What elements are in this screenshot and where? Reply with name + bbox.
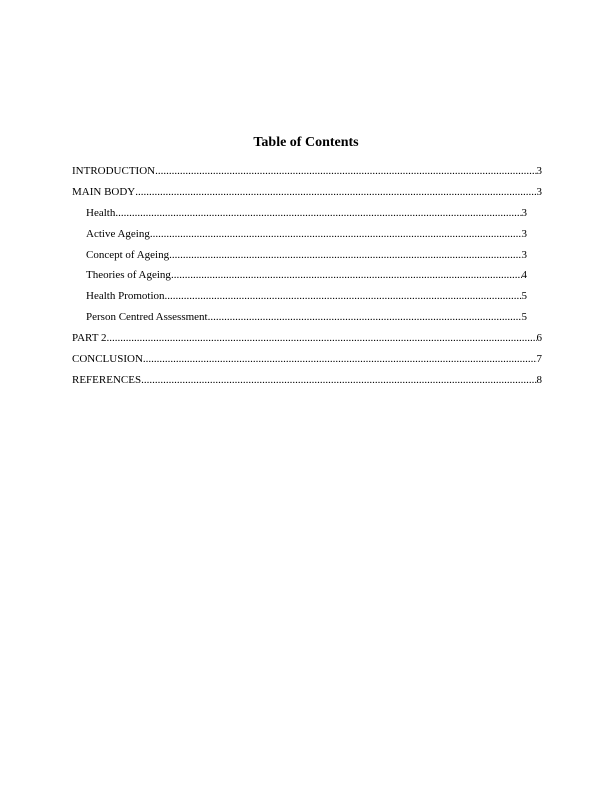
toc-leader-dots — [143, 353, 537, 366]
toc-entry-label: Concept of Ageing — [86, 248, 170, 261]
toc-entry-label: CONCLUSION — [72, 353, 143, 366]
toc-leader-dots — [141, 374, 536, 387]
toc-entry-page: 4 — [521, 269, 527, 282]
toc-entry-health-promotion[interactable] — [72, 290, 527, 311]
toc-leader-dots — [208, 311, 522, 324]
toc-entry-page: 7 — [536, 353, 542, 366]
toc-entry-page: 6 — [536, 332, 542, 345]
toc-leader-dots — [135, 186, 536, 199]
toc-entry-health[interactable] — [72, 207, 527, 228]
toc-entry-label: Theories of Ageing — [86, 269, 171, 282]
toc-entry-page: 3 — [536, 185, 542, 198]
toc-entry-conclusion[interactable] — [72, 353, 542, 374]
toc-entry-introduction[interactable] — [72, 165, 542, 186]
toc-leader-dots — [115, 207, 521, 220]
toc-entry-label: Person Centred Assessment — [86, 311, 208, 324]
toc-entry-label: PART 2 — [72, 332, 107, 345]
toc-entry-theories-of-ageing[interactable] — [72, 269, 527, 290]
toc-entry-concept-of-ageing[interactable] — [72, 249, 527, 270]
toc-entry-main-body[interactable] — [72, 186, 542, 207]
toc-entry-part-2[interactable] — [72, 332, 542, 353]
toc-entry-page: 3 — [521, 248, 527, 261]
toc-leader-dots — [150, 228, 522, 241]
toc-title: Table of Contents — [253, 135, 359, 150]
toc-entry-page: 3 — [521, 227, 527, 240]
toc-entry-active-ageing[interactable] — [72, 228, 527, 249]
toc-entry-page: 3 — [521, 206, 527, 219]
toc-entry-label: Health Promotion — [86, 290, 165, 303]
toc-entry-label: Health — [86, 206, 116, 219]
toc-entry-label: INTRODUCTION — [72, 165, 156, 177]
toc-leader-dots — [171, 269, 522, 282]
toc-entry-label: Active Ageing — [86, 227, 150, 240]
toc-leader-dots — [155, 165, 536, 178]
toc-leader-dots — [107, 332, 537, 345]
toc-entry-references[interactable] — [72, 374, 542, 395]
toc-entry-page: 3 — [536, 165, 542, 177]
toc-entry-page: 5 — [521, 311, 527, 324]
toc-entry-person-centred-assessment[interactable] — [72, 311, 527, 332]
toc-entry-page: 5 — [521, 290, 527, 303]
toc-leader-dots — [169, 249, 521, 262]
toc-entry-label: MAIN BODY — [72, 185, 136, 198]
toc-list — [72, 165, 542, 395]
toc-entry-label: REFERENCES — [72, 373, 142, 386]
toc-entry-page: 8 — [536, 373, 542, 386]
toc-leader-dots — [165, 290, 522, 303]
